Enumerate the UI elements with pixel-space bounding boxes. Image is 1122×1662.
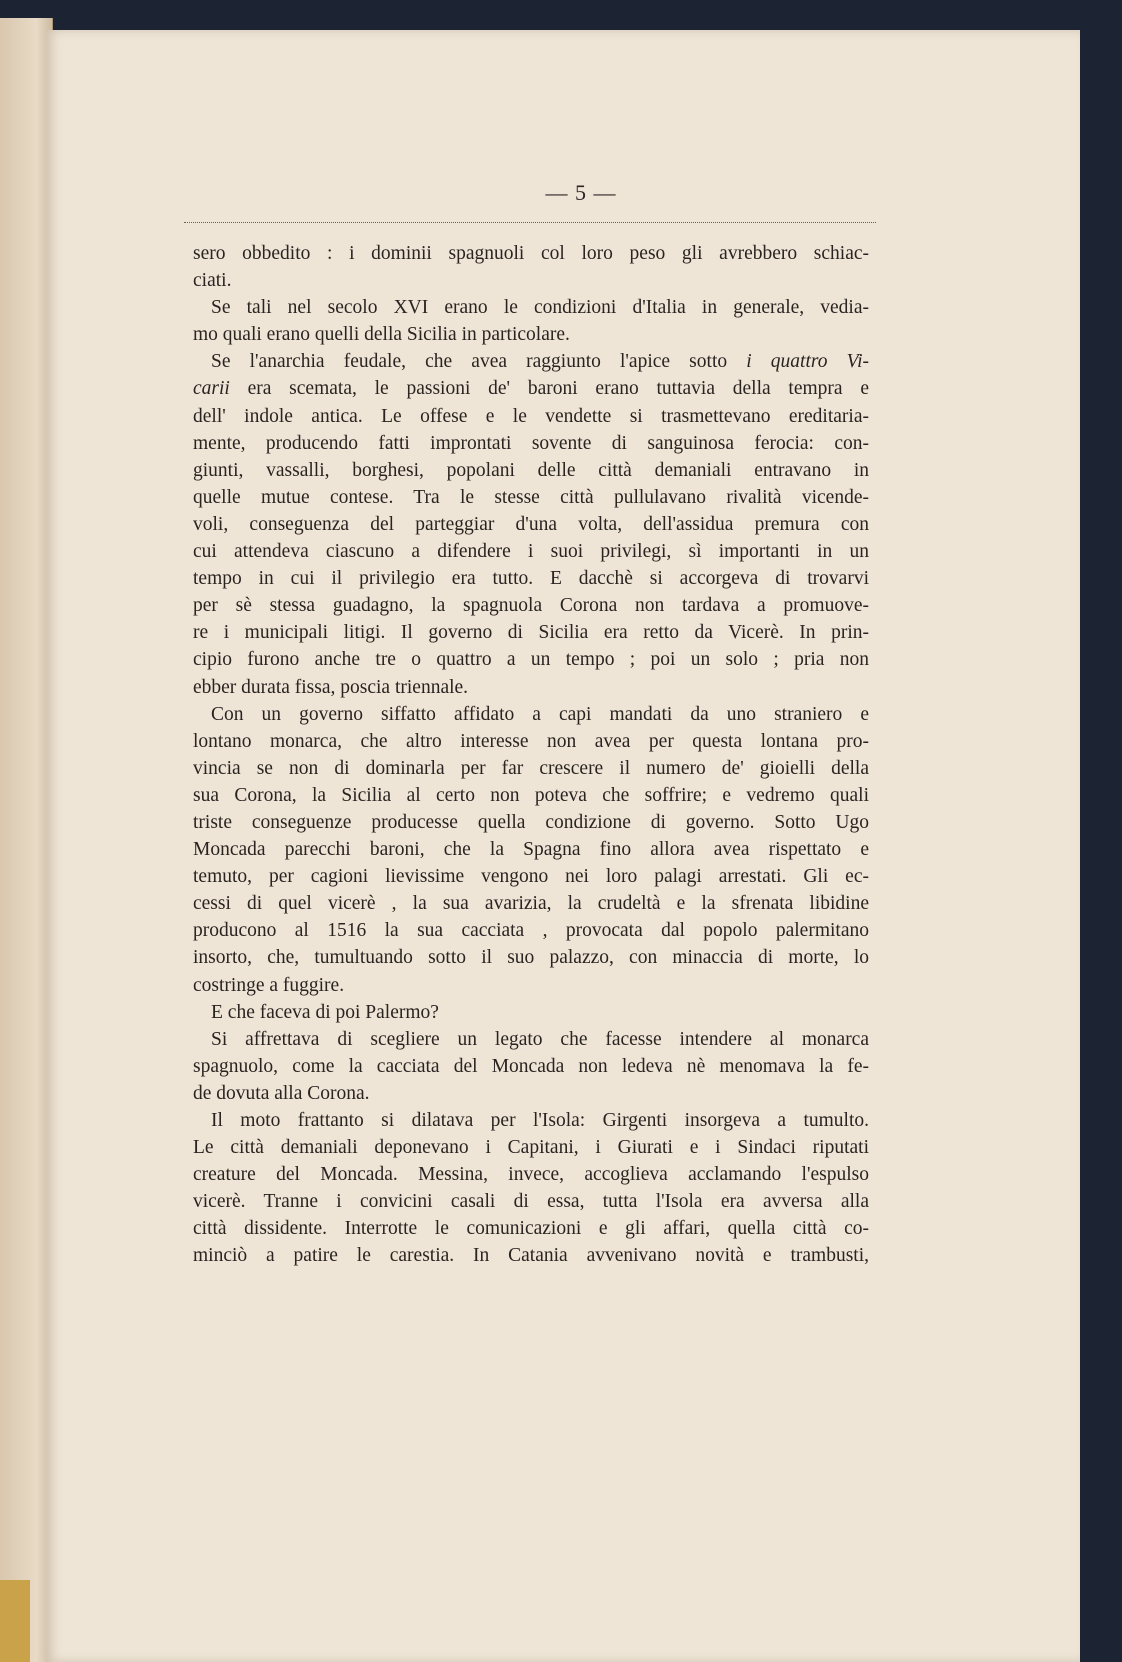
- text-line-segment: insorto, che, tumultuando sotto il suo palazzo, con minaccia di morte, lo: [193, 947, 869, 969]
- text-line: [193, 728, 869, 755]
- text-line-segment: spagnuolo, come la cacciata del Moncada non ledeva nè menomava la fe-: [193, 1055, 869, 1077]
- text-line-segment: ciati.: [193, 270, 232, 292]
- text-line-segment: Il moto frattanto si dilatava per l'Isola: Girgenti insorgeva a tumulto.: [211, 1110, 869, 1131]
- text-line: [193, 944, 869, 971]
- text-line-segment: vincia se non di dominarla per far crescere il numero de' gioielli della: [193, 757, 869, 779]
- book-page: [46, 30, 1080, 1662]
- text-line: [193, 294, 869, 321]
- text-line: [193, 484, 869, 511]
- text-line: [193, 1188, 869, 1215]
- text-line: [193, 592, 869, 619]
- text-line: [193, 701, 869, 728]
- text-line-segment: costringe a fuggire.: [193, 974, 345, 996]
- text-line-segment: ebber durata fissa, poscia triennale.: [193, 676, 469, 698]
- text-line-segment: mo quali erano quelli della Sicilia in particolare.: [193, 324, 570, 346]
- text-line: [193, 1242, 869, 1269]
- text-line: [193, 348, 869, 375]
- text-line: [193, 375, 869, 402]
- text-line: [193, 1134, 869, 1161]
- text-line-segment: minciò a patire le carestia. In Catania avvenivano novità e trambusti,: [193, 1245, 869, 1267]
- text-line: [193, 457, 869, 484]
- text-line: [193, 836, 869, 863]
- text-line-segment: dell' indole antica. Le offese e le vendette si trasmettevano ereditaria-: [193, 405, 869, 427]
- text-line: [193, 917, 869, 944]
- text-line-segment: temuto, per cagioni lievissime vengono nei loro palagi arrestati. Gli ec-: [193, 866, 869, 888]
- text-line-segment: Si affrettava di scegliere un legato che facesse intendere al monarca: [211, 1028, 869, 1050]
- text-line-segment: Se tali nel secolo XVI erano le condizioni d'Italia in generale, vedia-: [211, 297, 869, 319]
- text-line-segment: quelle mutue contese. Tra le stesse città pullulavano rivalità vicende-: [193, 486, 869, 508]
- header-rule: [184, 222, 876, 223]
- text-line: [193, 511, 869, 538]
- text-line-segment: Le città demaniali deponevano i Capitani, i Giurati e i Sindaci riputati: [193, 1137, 869, 1159]
- text-line-segment: era scemata, le passioni de' baroni erano tuttavia della tempra e: [229, 378, 869, 400]
- text-line: [193, 240, 869, 267]
- text-line: [193, 863, 869, 890]
- text-line: [193, 1080, 869, 1107]
- text-line-segment: de dovuta alla Corona.: [193, 1082, 370, 1104]
- text-line: [193, 430, 869, 457]
- text-line: [193, 538, 869, 565]
- text-line-segment: mente, producendo fatti improntati sovente di sanguinosa ferocia: con-: [193, 432, 869, 454]
- text-line: [193, 321, 869, 348]
- text-line: [193, 403, 869, 430]
- text-line-segment: triste conseguenze producesse quella condizione di governo. Sotto Ugo: [193, 811, 869, 833]
- text-line-segment: Moncada parecchi baroni, che la Spagna fino allora avea rispettato e: [193, 839, 869, 861]
- text-line-segment: voli, conseguenza del parteggiar d'una volta, dell'assidua premura con: [193, 513, 869, 535]
- text-line-segment: cui attendeva ciascuno a difendere i suoi privilegi, sì importanti in un: [193, 541, 869, 563]
- text-line-segment: tempo in cui il privilegio era tutto. E dacchè si accorgeva di trovarvi: [193, 568, 869, 590]
- text-line-segment: sero obbedito : i dominii spagnuoli col loro peso gli avrebbero schiac-: [193, 243, 869, 264]
- text-line: [193, 755, 869, 782]
- text-line: [193, 809, 869, 836]
- text-line-segment: Con un governo siffatto affidato a capi mandati da uno straniero e: [211, 703, 869, 725]
- text-line: [193, 267, 869, 294]
- text-line-segment: Se l'anarchia feudale, che avea raggiunto l'apice sotto: [211, 351, 747, 373]
- text-line-segment: per sè stessa guadagno, la spagnuola Corona non tardava a promuove-: [193, 595, 869, 617]
- text-line: [193, 1026, 869, 1053]
- text-line-segment: cessi di quel vicerè , la sua avarizia, la crudeltà e la sfrenata libidine: [193, 893, 869, 915]
- text-line: [193, 1107, 869, 1134]
- text-line: [193, 1215, 869, 1242]
- text-line: [193, 646, 869, 673]
- text-line-segment: re i municipali litigi. Il governo di Sicilia era retto da Vicerè. In prin-: [193, 622, 869, 644]
- text-line: [193, 972, 869, 999]
- text-line: [193, 1053, 869, 1080]
- text-line: [193, 782, 869, 809]
- text-line-segment: sua Corona, la Sicilia al certo non poteva che soffrire; e vedremo quali: [193, 784, 869, 806]
- text-line-segment: creature del Moncada. Messina, invece, accoglieva acclamando l'espulso: [193, 1164, 869, 1186]
- text-line-segment: producono al 1516 la sua cacciata , provocata dal popolo palermitano: [193, 920, 869, 942]
- text-line-segment: E che faceva di poi Palermo?: [211, 1001, 439, 1023]
- text-line: [193, 565, 869, 592]
- italic-segment: i quattro Vi-: [746, 351, 869, 373]
- text-line-segment: cipio furono anche tre o quattro a un tempo ; poi un solo ; pria non: [193, 649, 869, 671]
- text-line: [193, 674, 869, 701]
- text-line: [193, 999, 869, 1026]
- text-line-segment: vicerè. Tranne i convicini casali di essa, tutta l'Isola era avversa alla: [193, 1191, 869, 1213]
- text-line-segment: giunti, vassalli, borghesi, popolani delle città demaniali entravano in: [193, 459, 869, 481]
- body-text: [193, 240, 869, 1270]
- text-line: [193, 619, 869, 646]
- binding-edge: [0, 1580, 30, 1662]
- page-number: — 5 —: [545, 180, 617, 205]
- italic-segment: carii: [193, 378, 230, 400]
- text-line-segment: città dissidente. Interrotte le comunicazioni e gli affari, quella città co-: [193, 1218, 869, 1240]
- text-line: [193, 1161, 869, 1188]
- text-line: [193, 890, 869, 917]
- text-line-segment: lontano monarca, che altro interesse non avea per questa lontana pro-: [193, 730, 869, 752]
